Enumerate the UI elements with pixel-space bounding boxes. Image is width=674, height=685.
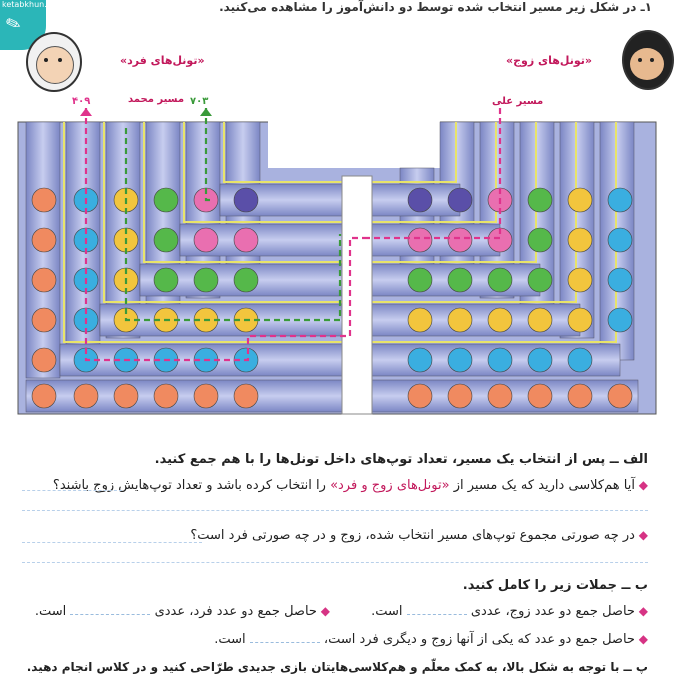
answer-line-2a[interactable]	[22, 542, 202, 543]
s2-text: حاصل جمع دو عدد فرد، عددی	[154, 604, 317, 619]
s3-text: حاصل جمع دو عدد که یکی از آنها زوج و دیگری فرد است،	[323, 632, 635, 647]
part-pe-text: پ ــ با توجه به شکل بالا، به کمک معلّم و هم‌کلاسی‌هایتان بازی جدیدی طرّاحی کنید و در کلاس انجام دهید.	[26, 660, 648, 674]
bullet-icon: ◆	[316, 604, 330, 618]
value-703-label: ۷۰۳	[190, 96, 209, 107]
s2-end: است.	[34, 604, 67, 619]
sentence-1	[371, 604, 648, 619]
boy-right-avatar	[622, 30, 674, 90]
s1-end: است.	[371, 604, 403, 619]
answer-line-1b[interactable]	[22, 510, 648, 511]
logo-mark-icon: ✎	[2, 12, 25, 37]
answer-line-2b[interactable]	[22, 562, 648, 563]
q1-text-pre: آیا هم‌کلاسی دارید که یک مسیر از	[453, 478, 635, 493]
question-2	[190, 528, 648, 543]
s3-end: است.	[214, 632, 246, 647]
tunnels-diagram	[0, 108, 670, 420]
bullet-icon: ◆	[634, 528, 648, 542]
logo-site-text: ketabkhun.com	[2, 0, 64, 9]
question-1	[53, 478, 648, 493]
boy-left-avatar	[26, 32, 82, 92]
s3-blank[interactable]	[250, 642, 320, 643]
odd-tunnels-label: «تونل‌های فرد»	[120, 54, 205, 67]
part-be-text: ب ــ جملات زیر را کامل کنید.	[462, 578, 648, 593]
bullet-icon: ◆	[634, 632, 648, 646]
bullet-icon: ◆	[634, 604, 648, 618]
q1-text-post: را انتخاب کرده باشد و تعداد توپ‌هایش زوج باشند؟	[52, 478, 326, 493]
sentence-2	[35, 604, 330, 619]
exercise-header: ۱ـ در شکل زیر مسیر انتخاب شده توسط دو دانش‌آموز را مشاهده می‌کنید.	[219, 0, 652, 14]
sentence-3	[214, 632, 648, 647]
q2-text: در چه صورتی مجموع توپ‌های مسیر انتخاب شده، زوج و در چه صورتی فرد است؟	[190, 528, 635, 543]
s2-blank[interactable]	[70, 614, 150, 615]
bullet-icon: ◆	[634, 478, 648, 492]
even-tunnels-label: «تونل‌های زوج»	[506, 54, 592, 67]
answer-line-1a[interactable]	[22, 490, 122, 491]
s1-text: حاصل جمع دو عدد زوج، عددی	[470, 604, 635, 619]
path-mohammad-label: مسیر محمد	[128, 94, 185, 105]
part-alef-text: الف ــ پس از انتخاب یک مسیر، تعداد توپ‌های داخل تونل‌ها را با هم جمع کنید.	[154, 452, 648, 467]
value-409-label: ۴۰۹	[72, 96, 91, 107]
s1-blank[interactable]	[407, 614, 467, 615]
q1-highlight: «تونل‌های زوج و فرد»	[330, 478, 450, 493]
path-ali-label: مسیر علی	[492, 96, 544, 107]
